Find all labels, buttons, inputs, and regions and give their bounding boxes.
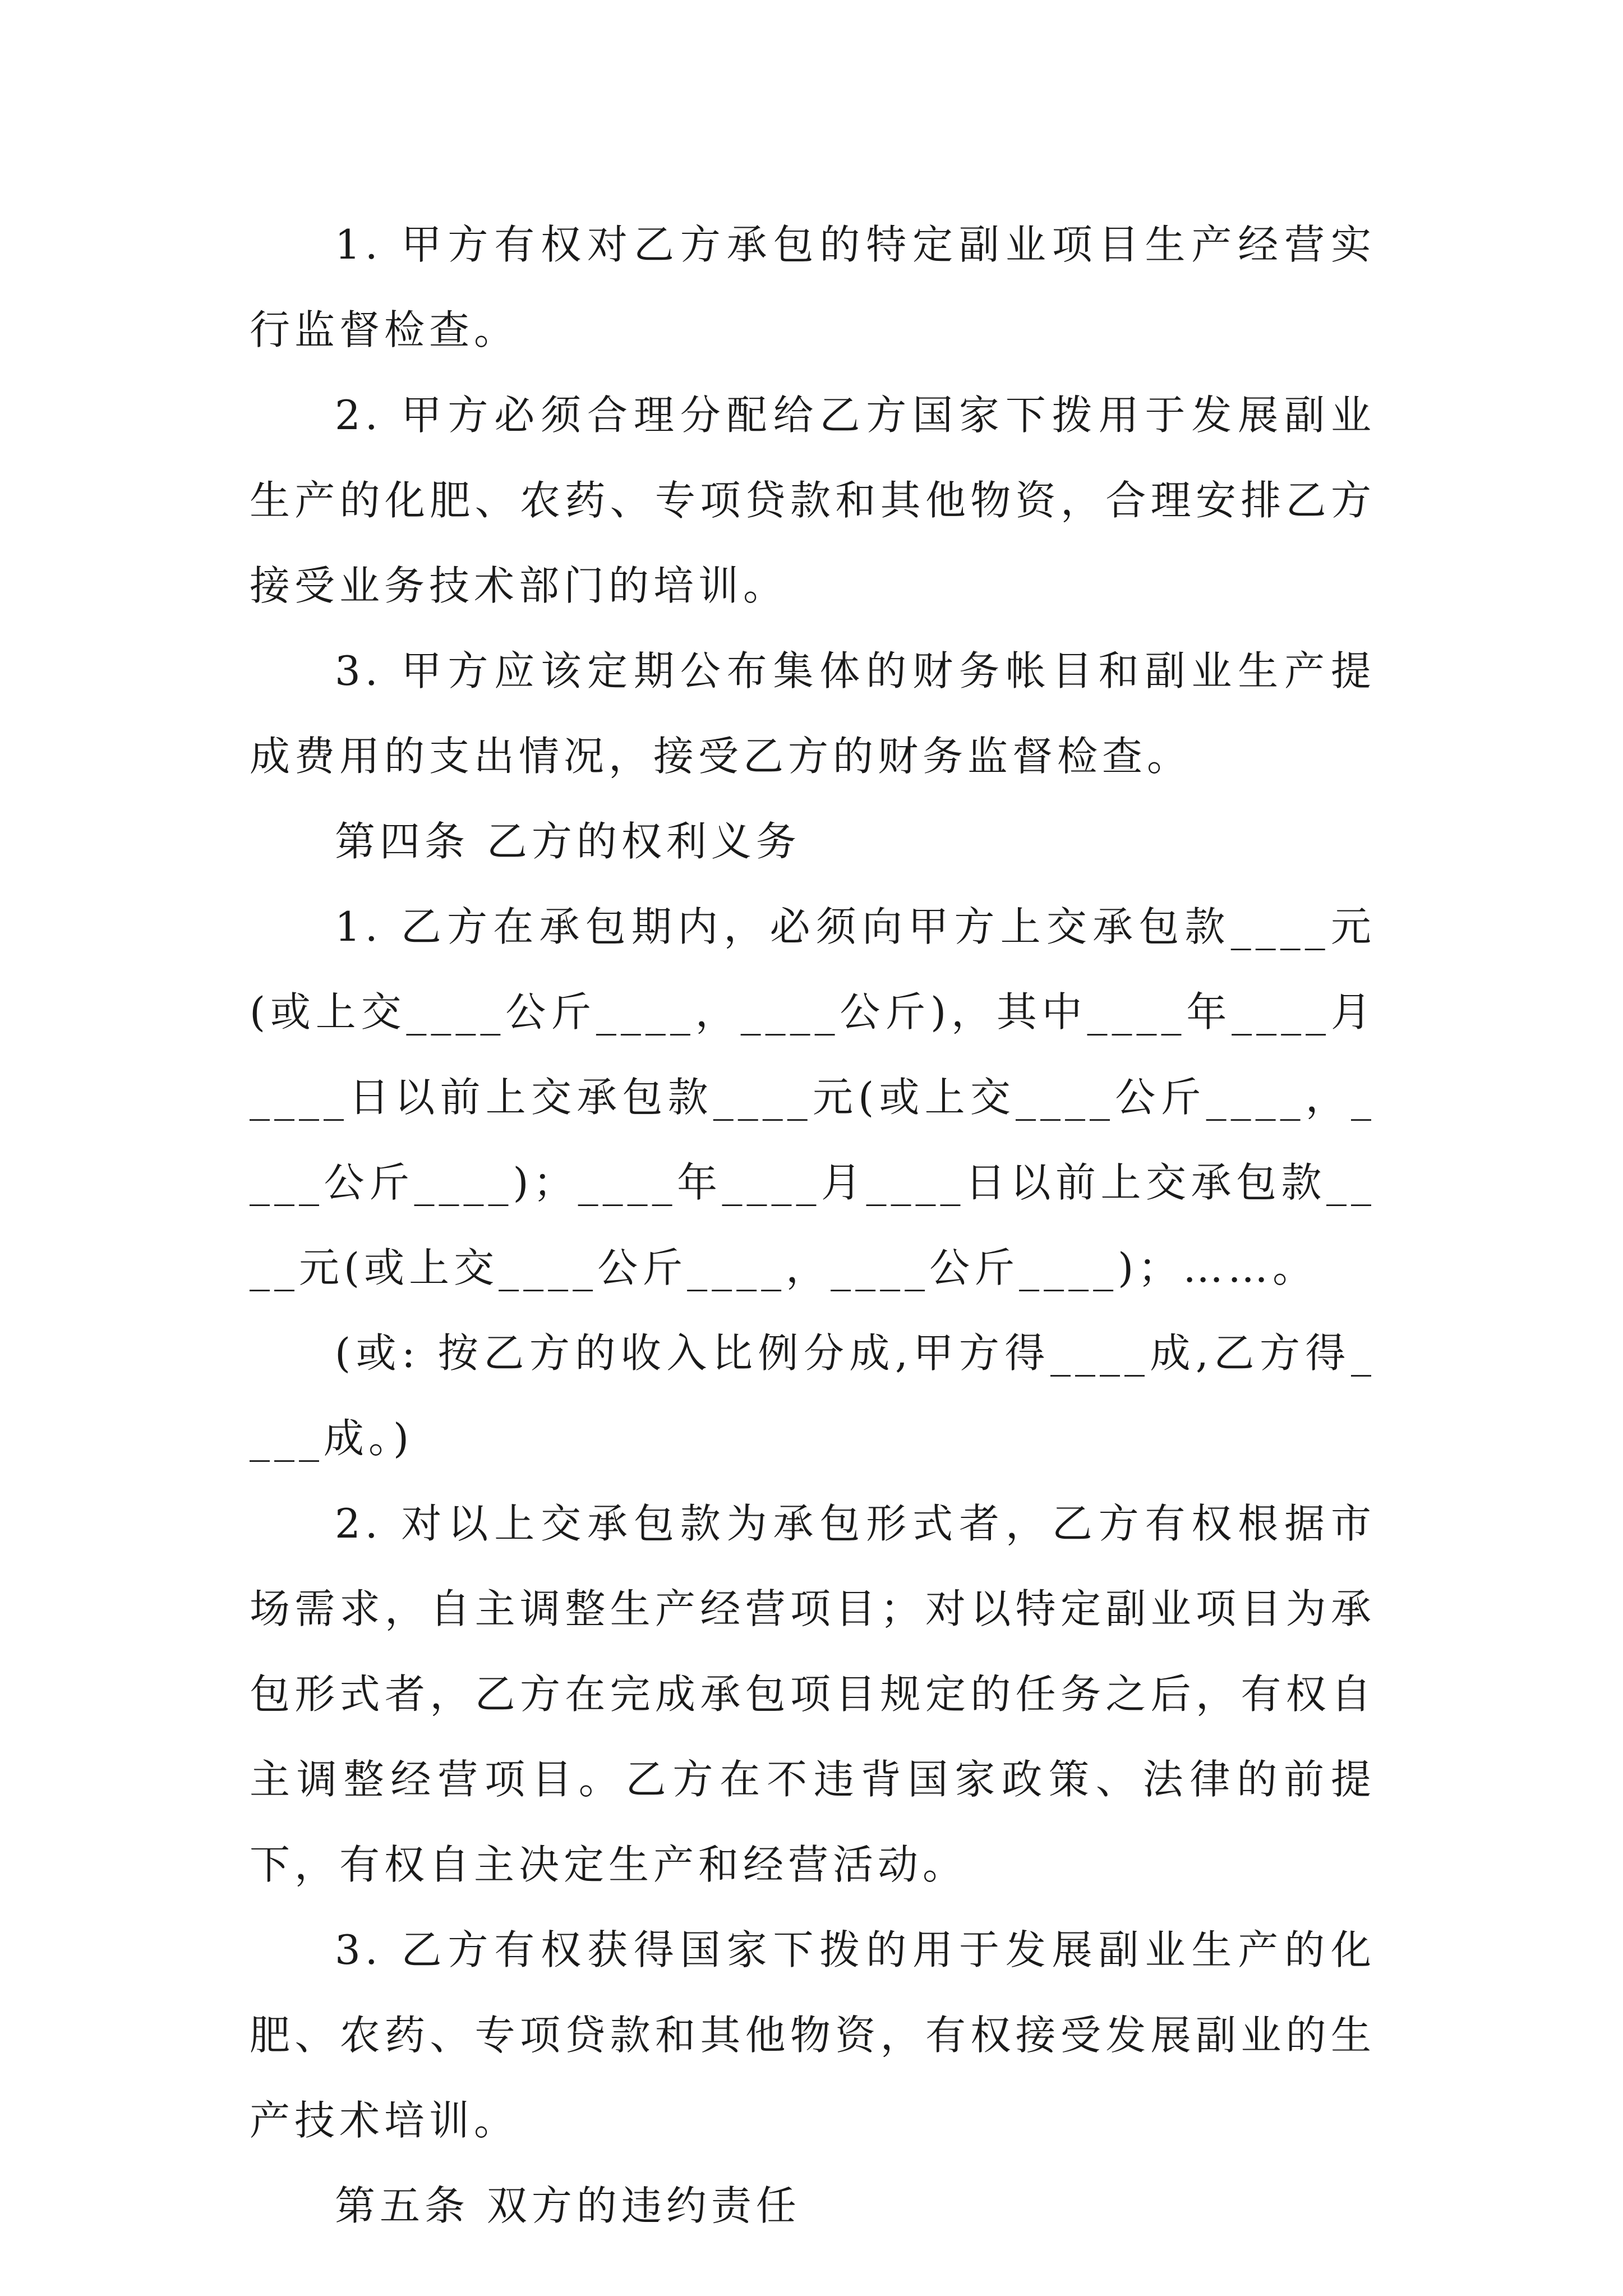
clause-party-b-2: 2. 对以上交承包款为承包形式者，乙方有权根据市场需求，自主调整生产经营项目；对以特定副业项目为承包形式者，乙方在完成承包项目规定的任务之后，有权自主调整经营项目。乙方在不违背国家政策、法律的前提下，有权自主决定生产和经营活动。	[250, 1500, 1376, 1888]
clause-party-b-3: 3. 乙方有权获得国家下拨的用于发展副业生产的化肥、农药、专项贷款和其他物资，有权接受发展副业的生产技术培训。	[250, 1926, 1376, 2144]
document-body	[250, 202, 1376, 2248]
clause-party-a-3: 3. 甲方应该定期公布集体的财务帐目和副业生产提成费用的支出情况，接受乙方的财务监督检查。	[250, 647, 1376, 780]
clause-party-a-1: 1. 甲方有权对乙方承包的特定副业项目生产经营实行监督检查。	[250, 221, 1376, 353]
article-4-heading: 第四条 乙方的权利义务	[335, 818, 801, 865]
clause-party-b-1-alt: (或: 按乙方的收入比例分成,甲方得____成,乙方得____成。)	[250, 1329, 1376, 1462]
article-5-heading: 第五条 双方的违约责任	[335, 2182, 801, 2229]
clause-party-b-1: 1. 乙方在承包期内，必须向甲方上交承包款____元(或上交____公斤____，____公斤)，其中____年____月____日以前上交承包款____元(或上交____公斤____，____公斤____)；____年____月____日以前上交承包款____元(或上交____公斤____，____公斤____)；……。	[250, 903, 1376, 1291]
clause-party-a-2: 2. 甲方必须合理分配给乙方国家下拨用于发展副业生产的化肥、农药、专项贷款和其他物资，合理安排乙方接受业务技术部门的培训。	[250, 392, 1376, 609]
